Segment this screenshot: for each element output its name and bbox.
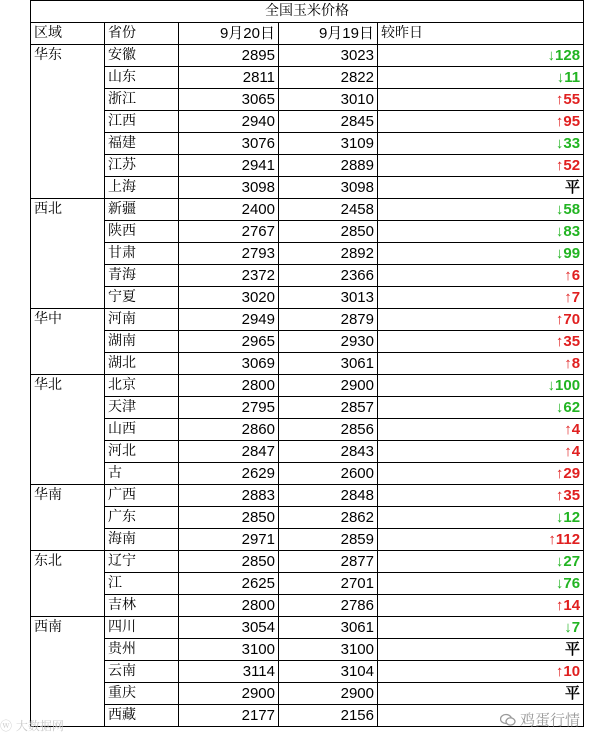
province-cell: 海南 <box>105 529 179 551</box>
region-cell <box>31 507 105 529</box>
province-cell: 河南 <box>105 309 179 331</box>
change-value: 76 <box>563 575 581 592</box>
province-cell: 青海 <box>105 265 179 287</box>
province-cell: 云南 <box>105 661 179 683</box>
change-cell <box>378 441 584 463</box>
watermark-right <box>500 709 580 730</box>
price-today-cell: 3100 <box>179 639 279 661</box>
up-arrow-icon: ↑ <box>555 663 564 680</box>
change-value: 35 <box>563 487 581 504</box>
region-cell <box>31 89 105 111</box>
change-value: 62 <box>563 399 581 416</box>
region-cell: 华中 <box>31 309 105 331</box>
region-cell <box>31 155 105 177</box>
price-today-cell: 2850 <box>179 507 279 529</box>
change-cell <box>378 617 584 639</box>
province-cell: 山东 <box>105 67 179 89</box>
region-cell <box>31 331 105 353</box>
change-value: 99 <box>563 245 581 262</box>
table-row <box>31 595 584 617</box>
price-yesterday-cell: 2862 <box>279 507 378 529</box>
change-value: 55 <box>563 91 581 108</box>
up-arrow-icon: ↑ <box>564 267 572 284</box>
up-arrow-icon: ↑ <box>564 355 572 372</box>
price-yesterday-cell: 3010 <box>279 89 378 111</box>
price-yesterday-cell: 3100 <box>279 639 378 661</box>
table-row <box>31 375 584 397</box>
change-value: 6 <box>571 267 581 284</box>
down-arrow-icon: ↓ <box>555 575 564 592</box>
price-yesterday-cell: 3109 <box>279 133 378 155</box>
price-today-cell: 2811 <box>179 67 279 89</box>
down-arrow-icon: ↓ <box>556 69 565 86</box>
province-cell: 江西 <box>105 111 179 133</box>
region-cell <box>31 133 105 155</box>
price-yesterday-cell: 2892 <box>279 243 378 265</box>
table-row <box>31 45 584 67</box>
region-cell <box>31 441 105 463</box>
province-cell: 上海 <box>105 177 179 199</box>
table-row <box>31 155 584 177</box>
change-cell <box>378 133 584 155</box>
region-cell: 华南 <box>31 485 105 507</box>
province-cell: 湖北 <box>105 353 179 375</box>
down-arrow-icon: ↓ <box>555 553 564 570</box>
price-today-cell: 2860 <box>179 419 279 441</box>
region-cell: 西南 <box>31 617 105 639</box>
province-cell: 天津 <box>105 397 179 419</box>
change-cell <box>378 529 584 551</box>
table-row <box>31 573 584 595</box>
province-cell: 四川 <box>105 617 179 639</box>
price-yesterday-cell: 2600 <box>279 463 378 485</box>
price-yesterday-cell: 2845 <box>279 111 378 133</box>
table-row <box>31 551 584 573</box>
price-yesterday-cell: 2366 <box>279 265 378 287</box>
table-row <box>31 419 584 441</box>
region-cell <box>31 287 105 309</box>
corn-price-table <box>30 0 584 727</box>
table-row <box>31 463 584 485</box>
up-arrow-icon: ↑ <box>555 113 564 130</box>
province-cell: 北京 <box>105 375 179 397</box>
change-cell <box>378 111 584 133</box>
table-row <box>31 485 584 507</box>
change-value: 7 <box>571 619 581 636</box>
header-row <box>31 23 584 45</box>
province-cell: 西藏 <box>105 705 179 727</box>
price-yesterday-cell: 2786 <box>279 595 378 617</box>
change-cell <box>378 573 584 595</box>
change-cell <box>378 309 584 331</box>
watermark-right-text: 鸡蛋行情 <box>519 711 580 729</box>
down-arrow-icon: ↓ <box>555 399 564 416</box>
down-arrow-icon: ↓ <box>547 47 556 64</box>
change-value: 95 <box>563 113 581 130</box>
header-region: 区域 <box>31 23 105 45</box>
table-row <box>31 309 584 331</box>
change-value: 35 <box>563 333 581 350</box>
up-arrow-icon: ↑ <box>555 487 564 504</box>
change-cell <box>378 89 584 111</box>
table-title: 全国玉米价格 <box>31 1 584 23</box>
province-cell: 重庆 <box>105 683 179 705</box>
price-today-cell: 2629 <box>179 463 279 485</box>
change-cell <box>378 221 584 243</box>
change-cell <box>378 265 584 287</box>
header-date1: 9月20日 <box>179 23 279 45</box>
table-row <box>31 243 584 265</box>
region-cell <box>31 243 105 265</box>
table-row <box>31 133 584 155</box>
price-yesterday-cell: 3061 <box>279 353 378 375</box>
price-yesterday-cell: 3098 <box>279 177 378 199</box>
change-value: 7 <box>571 289 581 306</box>
province-cell: 江苏 <box>105 155 179 177</box>
down-arrow-icon: ↓ <box>555 223 564 240</box>
down-arrow-icon: ↓ <box>555 245 564 262</box>
price-yesterday-cell: 3013 <box>279 287 378 309</box>
change-cell <box>378 353 584 375</box>
price-today-cell: 2767 <box>179 221 279 243</box>
table-row <box>31 287 584 309</box>
region-cell <box>31 529 105 551</box>
change-cell <box>378 375 584 397</box>
change-value: 平 <box>565 641 581 658</box>
down-arrow-icon: ↓ <box>547 377 556 394</box>
price-yesterday-cell: 2877 <box>279 551 378 573</box>
price-today-cell: 2941 <box>179 155 279 177</box>
province-cell: 贵州 <box>105 639 179 661</box>
change-cell <box>378 199 584 221</box>
price-yesterday-cell: 2843 <box>279 441 378 463</box>
up-arrow-icon: ↑ <box>555 597 564 614</box>
region-cell <box>31 661 105 683</box>
price-today-cell: 2965 <box>179 331 279 353</box>
change-value: 10 <box>563 663 581 680</box>
change-cell <box>378 419 584 441</box>
price-today-cell: 2949 <box>179 309 279 331</box>
change-cell <box>378 507 584 529</box>
price-yesterday-cell: 2889 <box>279 155 378 177</box>
province-cell: 甘肃 <box>105 243 179 265</box>
change-value: 70 <box>563 311 581 328</box>
table-row <box>31 331 584 353</box>
province-cell: 广东 <box>105 507 179 529</box>
change-cell <box>378 661 584 683</box>
price-today-cell: 2795 <box>179 397 279 419</box>
change-value: 4 <box>571 421 581 438</box>
province-cell: 河北 <box>105 441 179 463</box>
change-cell <box>378 67 584 89</box>
region-cell <box>31 221 105 243</box>
price-yesterday-cell: 3061 <box>279 617 378 639</box>
up-arrow-icon: ↑ <box>564 421 572 438</box>
up-arrow-icon: ↑ <box>548 531 556 548</box>
province-cell: 江 <box>105 573 179 595</box>
region-cell <box>31 265 105 287</box>
change-cell <box>378 485 584 507</box>
price-yesterday-cell: 2856 <box>279 419 378 441</box>
change-value: 100 <box>555 377 581 394</box>
province-cell: 山西 <box>105 419 179 441</box>
watermark-left-text: 大数据网 <box>15 719 64 733</box>
change-cell <box>378 551 584 573</box>
header-date2: 9月19日 <box>279 23 378 45</box>
price-today-cell: 2793 <box>179 243 279 265</box>
price-today-cell: 2847 <box>179 441 279 463</box>
watermark-left <box>0 717 64 734</box>
change-value: 12 <box>563 509 581 526</box>
table-row <box>31 507 584 529</box>
price-yesterday-cell: 3104 <box>279 661 378 683</box>
price-today-cell: 2883 <box>179 485 279 507</box>
table-row <box>31 617 584 639</box>
price-yesterday-cell: 2156 <box>279 705 378 727</box>
table-row <box>31 353 584 375</box>
header-change: 较昨日 <box>378 23 584 45</box>
up-arrow-icon: ↑ <box>555 465 564 482</box>
price-today-cell: 2400 <box>179 199 279 221</box>
title-row <box>31 1 584 23</box>
region-cell <box>31 397 105 419</box>
change-value: 33 <box>563 135 581 152</box>
change-cell <box>378 595 584 617</box>
change-cell <box>378 463 584 485</box>
change-value: 平 <box>565 179 581 196</box>
price-yesterday-cell: 2850 <box>279 221 378 243</box>
wechat-icon <box>500 712 516 728</box>
region-cell <box>31 639 105 661</box>
change-cell <box>378 683 584 705</box>
table-row <box>31 199 584 221</box>
price-yesterday-cell: 2900 <box>279 375 378 397</box>
table-row <box>31 177 584 199</box>
province-cell: 安徽 <box>105 45 179 67</box>
region-cell <box>31 573 105 595</box>
table-row <box>31 683 584 705</box>
region-cell: 华东 <box>31 45 105 67</box>
change-value: 14 <box>563 597 581 614</box>
table-row <box>31 67 584 89</box>
table-row <box>31 529 584 551</box>
change-value: 128 <box>555 47 581 64</box>
table-row <box>31 89 584 111</box>
province-cell: 陕西 <box>105 221 179 243</box>
price-today-cell: 2850 <box>179 551 279 573</box>
change-value: 平 <box>565 685 581 702</box>
region-cell: 西北 <box>31 199 105 221</box>
change-value: 83 <box>563 223 581 240</box>
price-today-cell: 2800 <box>179 595 279 617</box>
price-today-cell: 2895 <box>179 45 279 67</box>
weibo-icon: ⓦ <box>0 719 13 733</box>
province-cell: 辽宁 <box>105 551 179 573</box>
table-row <box>31 397 584 419</box>
change-cell <box>378 45 584 67</box>
price-yesterday-cell: 3023 <box>279 45 378 67</box>
region-cell <box>31 595 105 617</box>
region-cell <box>31 111 105 133</box>
province-cell: 吉林 <box>105 595 179 617</box>
price-today-cell: 2971 <box>179 529 279 551</box>
price-today-cell: 2177 <box>179 705 279 727</box>
change-value: 11 <box>564 69 581 86</box>
header-province: 省份 <box>105 23 179 45</box>
price-yesterday-cell: 2822 <box>279 67 378 89</box>
change-cell <box>378 243 584 265</box>
price-yesterday-cell: 2900 <box>279 683 378 705</box>
price-today-cell: 3098 <box>179 177 279 199</box>
up-arrow-icon: ↑ <box>564 289 572 306</box>
change-value: 58 <box>563 201 581 218</box>
price-today-cell: 2900 <box>179 683 279 705</box>
price-today-cell: 2800 <box>179 375 279 397</box>
price-today-cell: 2940 <box>179 111 279 133</box>
region-cell <box>31 419 105 441</box>
table-row <box>31 639 584 661</box>
price-yesterday-cell: 2930 <box>279 331 378 353</box>
change-cell <box>378 331 584 353</box>
change-cell <box>378 639 584 661</box>
province-cell: 浙江 <box>105 89 179 111</box>
price-yesterday-cell: 2879 <box>279 309 378 331</box>
change-cell <box>378 287 584 309</box>
change-value: 52 <box>563 157 581 174</box>
province-cell: 古 <box>105 463 179 485</box>
table-row <box>31 661 584 683</box>
price-yesterday-cell: 2859 <box>279 529 378 551</box>
table-row <box>31 221 584 243</box>
region-cell <box>31 177 105 199</box>
price-yesterday-cell: 2701 <box>279 573 378 595</box>
change-cell <box>378 177 584 199</box>
province-cell: 宁夏 <box>105 287 179 309</box>
province-cell: 新疆 <box>105 199 179 221</box>
price-yesterday-cell: 2857 <box>279 397 378 419</box>
change-value: 29 <box>563 465 581 482</box>
up-arrow-icon: ↑ <box>555 311 564 328</box>
province-cell: 湖南 <box>105 331 179 353</box>
region-cell: 东北 <box>31 551 105 573</box>
down-arrow-icon: ↓ <box>564 619 572 636</box>
table-row <box>31 265 584 287</box>
price-today-cell: 2625 <box>179 573 279 595</box>
down-arrow-icon: ↓ <box>555 509 564 526</box>
price-today-cell: 3069 <box>179 353 279 375</box>
price-today-cell: 3114 <box>179 661 279 683</box>
table-row <box>31 111 584 133</box>
change-value: 8 <box>571 355 581 372</box>
province-cell: 广西 <box>105 485 179 507</box>
price-today-cell: 3076 <box>179 133 279 155</box>
change-cell <box>378 155 584 177</box>
region-cell <box>31 683 105 705</box>
region-cell <box>31 353 105 375</box>
down-arrow-icon: ↓ <box>555 135 564 152</box>
region-cell: 华北 <box>31 375 105 397</box>
price-today-cell: 3020 <box>179 287 279 309</box>
region-cell <box>31 463 105 485</box>
change-cell <box>378 397 584 419</box>
price-today-cell: 2372 <box>179 265 279 287</box>
region-cell <box>31 67 105 89</box>
price-today-cell: 3065 <box>179 89 279 111</box>
price-today-cell: 3054 <box>179 617 279 639</box>
up-arrow-icon: ↑ <box>564 443 572 460</box>
change-value: 112 <box>555 531 581 548</box>
price-yesterday-cell: 2458 <box>279 199 378 221</box>
price-yesterday-cell: 2848 <box>279 485 378 507</box>
up-arrow-icon: ↑ <box>555 333 564 350</box>
province-cell: 福建 <box>105 133 179 155</box>
down-arrow-icon: ↓ <box>555 201 564 218</box>
up-arrow-icon: ↑ <box>555 91 564 108</box>
change-value: 27 <box>563 553 581 570</box>
table-row <box>31 441 584 463</box>
up-arrow-icon: ↑ <box>555 157 564 174</box>
change-value: 4 <box>571 443 581 460</box>
